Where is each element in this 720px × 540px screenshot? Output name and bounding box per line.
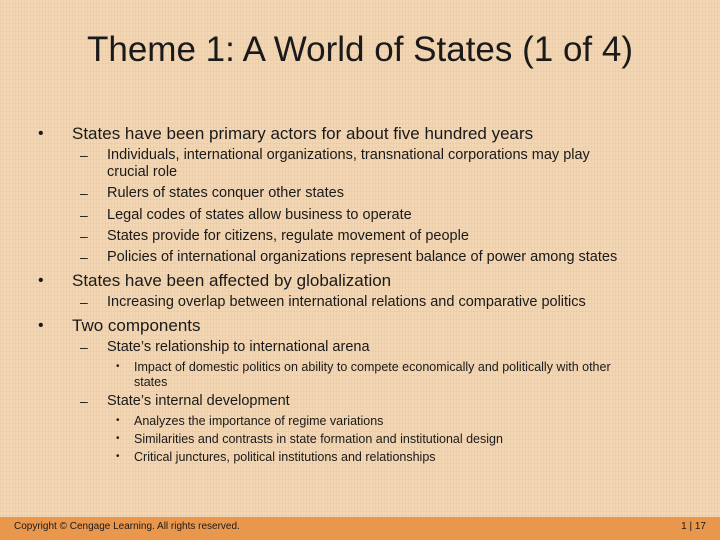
- copyright-text: Copyright © Cengage Learning. All rights reserved.: [14, 521, 240, 532]
- subsubitem-regime-variations: Analyzes the importance of regime variations: [134, 414, 384, 428]
- dash-icon: –: [80, 249, 88, 265]
- bullet-icon: •: [116, 433, 120, 444]
- subitem-overlap: Increasing overlap between international relations and comparative politics: [107, 294, 586, 310]
- bullet-icon: •: [116, 361, 120, 372]
- dash-icon: –: [80, 147, 88, 163]
- dash-icon: –: [80, 294, 88, 310]
- bullet-icon: •: [116, 415, 120, 426]
- subsubitem-critical-junctures: Critical junctures, political institutions and relationships: [134, 450, 436, 464]
- bullet-primary-actors: States have been primary actors for about five hundred years: [72, 124, 534, 143]
- subitem-states-provide: States provide for citizens, regulate movement of people: [107, 228, 469, 244]
- bullet-icon: •: [38, 272, 44, 289]
- bullet-icon: •: [38, 317, 44, 334]
- subitem-international-arena: State’s relationship to international arena: [107, 339, 370, 355]
- bullet-icon: •: [38, 125, 44, 142]
- subitem-individuals-line1: Individuals, international organizations, transnational corporations may play: [107, 147, 590, 163]
- page-number: 1 | 17: [681, 521, 706, 532]
- subitem-internal-development: State’s internal development: [107, 393, 290, 409]
- subitem-rulers: Rulers of states conquer other states: [107, 185, 344, 201]
- dash-icon: –: [80, 393, 88, 409]
- dash-icon: –: [80, 207, 88, 223]
- bullet-two-components: Two components: [72, 316, 201, 335]
- dash-icon: –: [80, 185, 88, 201]
- dash-icon: –: [80, 228, 88, 244]
- dash-icon: –: [80, 339, 88, 355]
- subitem-individuals-line2: crucial role: [107, 164, 178, 180]
- subsubitem-domestic-line1: Impact of domestic politics on ability to compete economically and politically with other: [134, 360, 611, 374]
- subitem-policies: Policies of international organizations represent balance of power among states: [107, 249, 618, 265]
- subsubitem-similarities: Similarities and contrasts in state formation and institutional design: [134, 432, 503, 446]
- slide-title: Theme 1: A World of States (1 of 4): [86, 30, 633, 69]
- bullet-icon: •: [116, 451, 120, 462]
- subsubitem-domestic-line2: states: [134, 375, 168, 389]
- subitem-legal-codes: Legal codes of states allow business to operate: [107, 207, 412, 223]
- bullet-globalization: States have been affected by globalization: [72, 271, 392, 290]
